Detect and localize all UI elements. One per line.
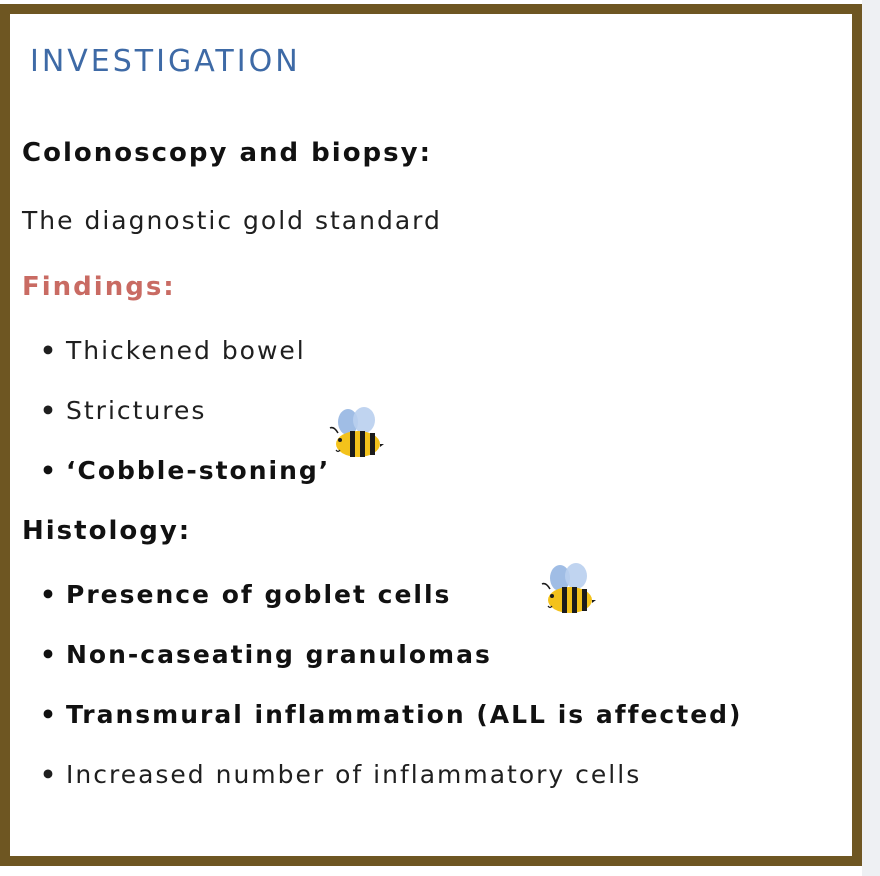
content-card (0, 4, 862, 866)
list-item-histology: • Non-caseating granulomas (40, 640, 492, 669)
page-title: INVESTIGATION (30, 44, 301, 79)
bullet-marker: • (40, 640, 58, 669)
bullet-marker: • (40, 336, 58, 365)
bee-icon (540, 562, 596, 618)
list-item-histology: • Transmural inflammation (ALL is affected) (40, 700, 743, 729)
findings-heading: Findings: (22, 272, 176, 302)
bullet-marker: • (40, 760, 58, 789)
page-gutter (862, 0, 880, 876)
bullet-marker: • (40, 396, 58, 425)
gold-standard-text: The diagnostic gold standard (22, 206, 442, 235)
bullet-marker: • (40, 580, 58, 609)
bullet-marker: • (40, 456, 58, 485)
bullet-marker: • (40, 700, 58, 729)
list-item-finding: • ‘Cobble-stoning’ (40, 456, 331, 485)
list-item-histology: • Presence of goblet cells (40, 580, 452, 609)
bee-icon (328, 406, 384, 462)
list-item-histology: • Increased number of inflammatory cells (40, 760, 642, 789)
histology-heading: Histology: (22, 516, 192, 546)
section-heading-colonoscopy: Colonoscopy and biopsy: (22, 138, 432, 168)
list-item-finding: • Strictures (40, 396, 207, 425)
list-item-finding: • Thickened bowel (40, 336, 306, 365)
